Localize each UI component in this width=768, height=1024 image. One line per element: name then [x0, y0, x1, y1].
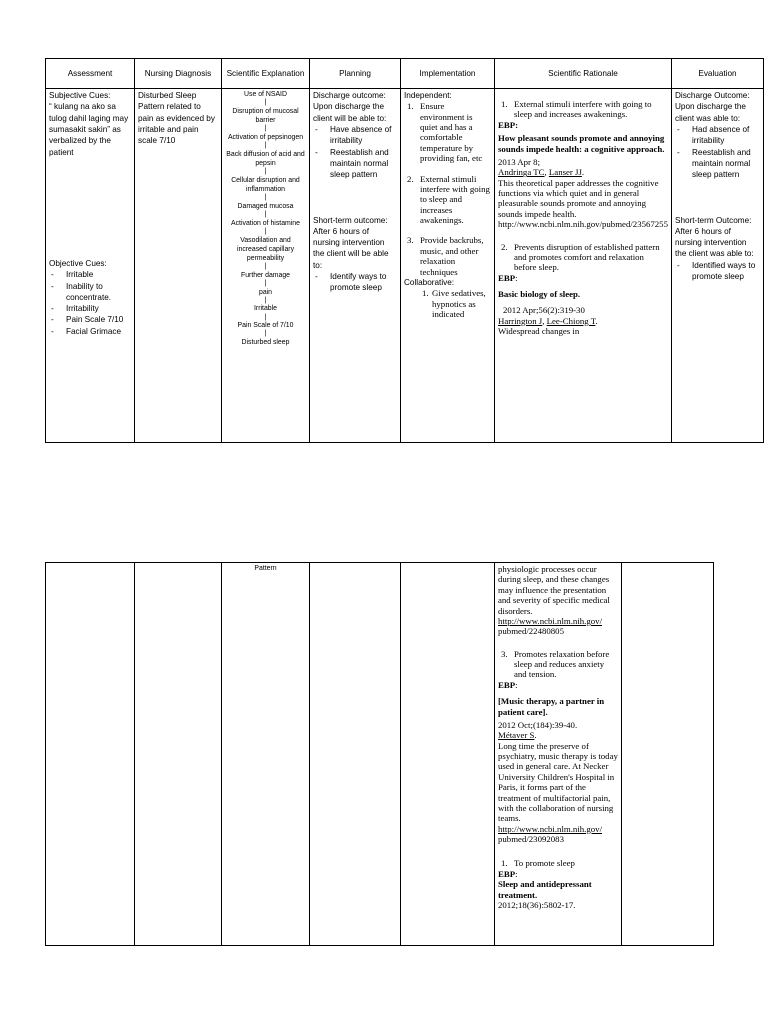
separator: :: [515, 868, 518, 879]
collaborative-item: [404, 288, 491, 319]
objective-cue: - Facial Grimace: [49, 326, 131, 337]
header-implementation: Implementation: [401, 59, 495, 89]
implementation-cell: [401, 89, 495, 443]
scientific-explanation-cell: [222, 89, 310, 443]
implementation-cell-continued: [401, 563, 495, 946]
separator: .: [534, 730, 537, 741]
ebp-author-link[interactable]: Harrington J: [498, 315, 543, 326]
item-number: 2.: [501, 241, 508, 252]
header-scientific-explanation: Scientific Explanation: [222, 59, 310, 89]
objective-cue: - Irritable: [49, 269, 131, 280]
separator: :: [515, 272, 518, 283]
rationale-item: [498, 649, 618, 680]
ebp-label: [498, 273, 668, 283]
header-evaluation: Evaluation: [671, 59, 763, 89]
flow-connector: |: [264, 99, 267, 107]
header-assessment: Assessment: [46, 59, 135, 89]
ebp-body: This theoretical paper addresses the cognitive functions via which quiet and in general pleasurable sounds promote and annoying sounds impede health. http://www.ncbi.nlm.nih.gov/pubmed/23567255: [498, 177, 668, 230]
item-number: 2.: [407, 173, 414, 184]
ebp-label: [498, 869, 618, 879]
evaluation-cell: [671, 89, 763, 443]
independent-item: [404, 174, 491, 226]
ebp-authors: [498, 316, 668, 326]
ebp-pubmed: pubmed/23092083: [498, 834, 564, 844]
ebp-label: [498, 680, 618, 690]
objective-cue: - Inability to concentrate.: [49, 281, 131, 304]
evaluation-discharge-item: - Reestablish and maintain normal sleep pattern: [675, 147, 760, 181]
item-number: 1.: [407, 101, 414, 112]
header-scientific-rationale: Scientific Rationale: [495, 59, 672, 89]
flow-step: Cellular disruption and inflammation: [231, 176, 300, 193]
ebp-title: How pleasant sounds promote and annoying sounds impede health: a cognitive approach.: [498, 133, 665, 154]
flow-connector: |: [264, 142, 267, 150]
nursing-diagnosis-text: Disturbed Sleep Pattern related to pain as evidenced by irritable and pain scale 7/10: [138, 91, 215, 146]
independent-item: [404, 235, 491, 277]
item-text: Ensure environment is quiet and has a comfortable temperature by providing fan, etc: [420, 101, 483, 164]
independent-list: [404, 101, 491, 277]
rationale-list: [498, 99, 668, 120]
ebp-author-link[interactable]: Lanser JJ: [548, 167, 582, 178]
item-text: Prevents disruption of established pattern and promotes comfort and relaxation before sleep.: [514, 241, 660, 273]
planning-short-term-item: - Identify ways to promote sleep: [313, 271, 397, 294]
continued-row: [46, 563, 714, 946]
planning-discharge-item: - Have absence of irritability: [313, 124, 397, 147]
flow-step: Activation of pepsinogen: [227, 133, 304, 141]
ebp-author-link[interactable]: Métaver S: [498, 730, 535, 741]
independent-title: Independent:: [404, 91, 452, 100]
flow-connector: |: [264, 296, 267, 304]
ebp-label-text: EBP: [498, 679, 516, 690]
ebp-date: 2013 Apr 8;: [498, 156, 541, 167]
ebp-title: Basic biology of sleep.: [498, 289, 581, 299]
item-number: 1.: [501, 99, 508, 109]
ebp-title: Sleep and antidepressant treatment.: [498, 879, 592, 900]
ebp-pubmed: pubmed/22480805: [498, 626, 564, 637]
ebp-date: 2012 Oct;(184):39-40.: [498, 719, 578, 730]
flow-connector: |: [264, 194, 267, 202]
separator: .: [581, 167, 585, 178]
evaluation-short-term-item: - Identified ways to promote sleep: [675, 260, 760, 283]
item-number: 3.: [501, 648, 508, 659]
item-text: Promotes relaxation before sleep and reduces anxiety and tension.: [514, 648, 610, 680]
flow-connector: |: [264, 330, 267, 338]
flow-connector: |: [264, 210, 267, 218]
objective-cues-title: Objective Cues:: [49, 258, 107, 268]
planning-short-term-list: [313, 271, 397, 294]
item-text: To promote sleep: [514, 858, 575, 869]
collaborative-title: Collaborative:: [404, 277, 455, 287]
evaluation-short-term-title: Short-term Outcome:: [674, 215, 752, 225]
flow-step: Vasodilation and increased capillary permeability: [236, 236, 295, 262]
flow-step: pain: [258, 288, 273, 296]
scientific-rationale-cell: [495, 89, 672, 443]
nursing-diagnosis-cell-continued: [135, 563, 222, 946]
flow-step: Activation of histamine: [231, 219, 300, 227]
evaluation-discharge-list: [675, 124, 760, 181]
ebp-author-link[interactable]: Andringa TC: [498, 167, 545, 178]
flow-step: Damaged mucosa: [237, 202, 294, 210]
ebp-author-link[interactable]: Lee-Chiong T: [546, 315, 596, 326]
assessment-cell-continued: [46, 563, 135, 946]
item-text: External stimuli interfere with going to sleep and increases awakenings.: [420, 173, 490, 226]
subjective-cues-title: Subjective Cues:: [49, 91, 111, 100]
item-number: 1.: [501, 858, 508, 869]
item-text: External stimuli interfere with going to sleep and increases awakenings.: [514, 99, 652, 120]
flow-step: Pain Scale of 7/10: [237, 322, 294, 330]
evaluation-cell-continued: [622, 563, 714, 946]
nursing-diagnosis-cell: [135, 89, 222, 443]
evaluation-discharge-text: Upon discharge the client was able to:: [674, 102, 746, 123]
ebp-date: 2012;18(36):5802-17.: [498, 899, 576, 910]
flow-connector: |: [264, 125, 267, 133]
evaluation-short-term-text: After 6 hours of nursing intervention the client was able to:: [674, 226, 754, 259]
ebp-authors: [498, 730, 618, 740]
separator: .: [595, 315, 598, 326]
collaborative-list: [404, 288, 491, 319]
rationale-item: [498, 858, 618, 868]
planning-discharge-text: Upon discharge the client will be able to:: [313, 102, 387, 123]
subjective-cues-text: “ kulang na ako sa tulog dahil laging may sumasakit sakin” as verbalized by the patient: [49, 102, 129, 157]
ebp-link[interactable]: http://www.ncbi.nlm.nih.gov/: [498, 615, 603, 626]
rationale-list: [498, 649, 618, 680]
planning-cell-continued: [310, 563, 401, 946]
flow-connector: |: [264, 227, 267, 235]
care-plan-table: [45, 58, 764, 443]
ebp-link[interactable]: http://www.ncbi.nlm.nih.gov/: [498, 823, 603, 834]
ebp-authors: [498, 167, 668, 177]
flow-step: Back diffusion of acid and pepsin: [226, 150, 305, 167]
separator: ,: [542, 315, 547, 326]
assessment-cell: [46, 89, 135, 443]
flow-connector: |: [264, 279, 267, 287]
scientific-rationale-cell-continued: [495, 563, 622, 946]
planning-cell: [310, 89, 401, 443]
rationale-item: [498, 99, 668, 120]
flow-step: Disturbed sleep: [241, 339, 290, 347]
separator: :: [515, 679, 518, 690]
ebp-label-text: EBP: [498, 272, 516, 283]
item-number: 3.: [407, 235, 414, 246]
ebp-body-continued: physiologic processes occur during sleep, and these changes may influence the presentation and severity of specific medical disorders.: [498, 564, 610, 616]
ebp-date: 2012 Apr;56(2):319-30: [503, 305, 585, 316]
objective-cue: - Irritability: [49, 303, 131, 314]
evaluation-discharge-item: - Had absence of irritability: [675, 124, 760, 147]
scientific-explanation-cell-continued: [222, 563, 310, 946]
flow-connector: |: [264, 313, 267, 321]
planning-short-term-title: Short-term outcome:: [313, 215, 388, 225]
flow-step: Further damage: [240, 271, 291, 279]
flow-step: Use of NSAID: [244, 91, 287, 98]
flow-step: Pattern: [254, 565, 277, 572]
ebp-body: Widespread changes in: [498, 326, 580, 337]
header-nursing-diagnosis: Nursing Diagnosis: [135, 59, 222, 89]
ebp-label: EBP:: [498, 119, 519, 130]
rationale-item: [498, 242, 668, 273]
flow-step: Irritable: [254, 305, 277, 313]
item-number: 1.: [422, 288, 429, 299]
independent-item: [404, 101, 491, 163]
rationale-list: [498, 858, 618, 868]
ebp-body: Long time the preserve of psychiatry, music therapy is today used in general care. At Necker University Children's Hospital in Paris, it forms part of the treatment of multifactorial pain, with the collaboration of nursing teams.: [498, 740, 618, 824]
item-text: Provide backrubs, music, and other relaxation techniques: [420, 235, 484, 277]
objective-cue: - Pain Scale 7/10: [49, 314, 131, 325]
separator: ,: [544, 167, 549, 178]
evaluation-short-term-list: [675, 260, 760, 283]
planning-discharge-list: [313, 124, 397, 181]
header-row: [46, 59, 764, 89]
ebp-label-text: EBP: [498, 868, 516, 879]
flow-connector: |: [264, 168, 267, 176]
header-planning: Planning: [310, 59, 401, 89]
planning-discharge-item: - Reestablish and maintain normal sleep pattern: [313, 147, 397, 181]
planning-short-term-text: After 6 hours of nursing intervention the client will be able to:: [313, 226, 389, 270]
ebp-title: [Music therapy, a partner in patient care].: [498, 696, 605, 717]
care-plan-table-continued: [45, 562, 714, 946]
objective-cues-list: [49, 269, 131, 337]
item-text: Give sedatives, hypnotics as indicated: [432, 288, 486, 319]
evaluation-discharge-title: Discharge Outcome:: [674, 91, 750, 100]
rationale-list: [498, 242, 668, 273]
planning-discharge-title: Discharge outcome:: [313, 91, 386, 100]
body-row: [46, 89, 764, 443]
flow-connector: |: [264, 263, 267, 271]
flow-step: Disruption of mucosal barrier: [232, 107, 299, 125]
